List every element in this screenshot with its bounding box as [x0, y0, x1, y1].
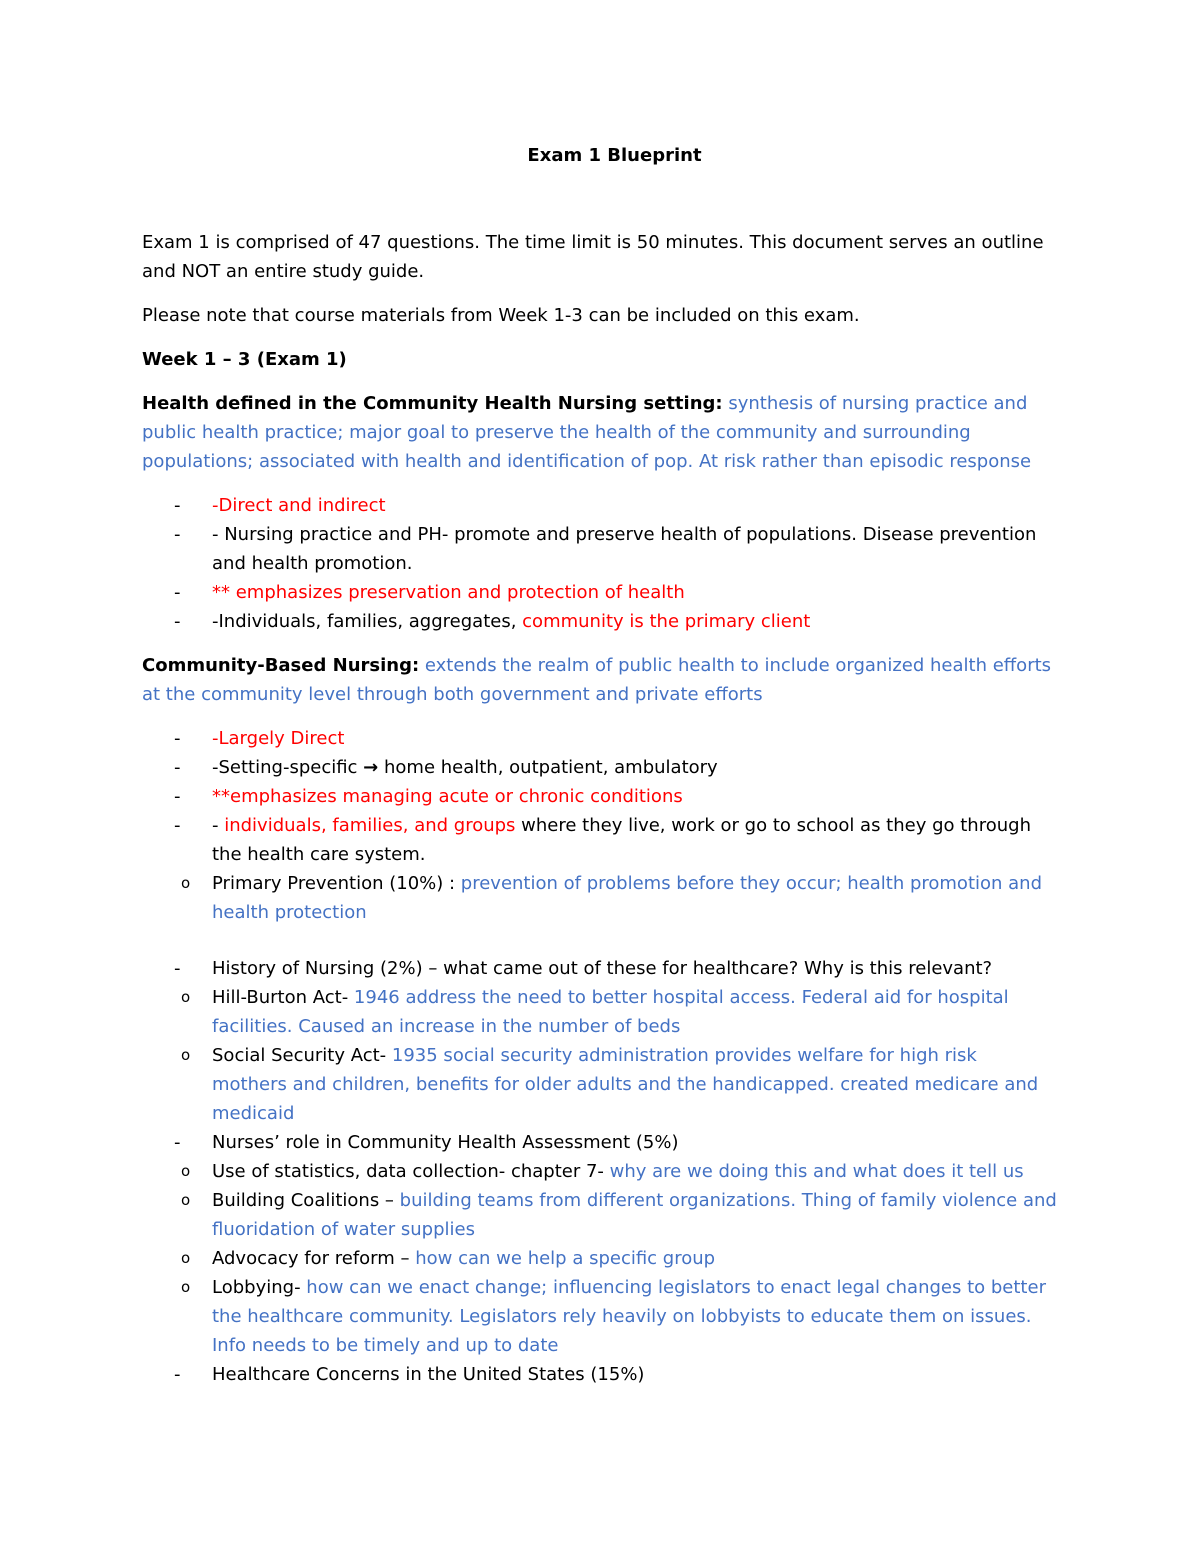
list-item-text: [212, 757, 718, 778]
dash-bullet-icon: -: [174, 728, 181, 749]
text-run: 1935 social security administration provides welfare for high risk mothers and children, benefits for older adults and the handicapped. created medicare and medicaid: [212, 1045, 1039, 1124]
cbn-bullet-list: [142, 724, 1057, 869]
text-run: Building Coalitions –: [212, 1190, 400, 1211]
list-item-text: [212, 1190, 1057, 1240]
cbn-bullet-item: [142, 811, 1057, 869]
topic-sub-list: [142, 1157, 1057, 1360]
list-item-text: [212, 1045, 1038, 1124]
cbn-text: extends the realm of public health to include organized health efforts at the community level through both government and private efforts: [142, 655, 1052, 705]
list-item-text: [212, 1277, 1046, 1356]
dash-bullet-icon: -: [174, 757, 181, 778]
topic-sub-list: [142, 983, 1057, 1128]
document-body: [142, 141, 1057, 1389]
circle-bullet-icon: o: [181, 1191, 191, 1209]
health-bullet-item: [142, 491, 1057, 520]
health-definition-text: synthesis of nursing practice and public health practice; major goal to preserve the health of the community and surrounding populations; associated with health and identification of pop. At risk rather than episodic response: [142, 393, 1032, 472]
list-item-text: [212, 1161, 1024, 1182]
text-run: community is the primary client: [522, 611, 811, 632]
list-item-text: [212, 1248, 715, 1269]
list-item-text: [212, 524, 1036, 574]
dash-bullet-icon: -: [174, 524, 181, 545]
text-run: building teams from different organizations. Thing of family violence and fluoridation of water supplies: [212, 1190, 1057, 1240]
text-run: why are we doing this and what does it tell us: [609, 1161, 1024, 1182]
health-bullet-list: [142, 491, 1057, 636]
dash-bullet-icon: -: [174, 611, 181, 632]
topic-label: Healthcare Concerns in the United States (15%): [212, 1364, 645, 1385]
text-run: Primary Prevention (10%) :: [212, 873, 461, 894]
text-run: →: [363, 757, 379, 778]
text-run: how can we enact change; influencing legislators to enact legal changes to better the healthcare community. Legislators rely heavily on lobbyists to educate them on issues. Info needs to be timely and up to date: [212, 1277, 1046, 1356]
text-run: home health, outpatient, ambulatory: [378, 757, 718, 778]
dash-bullet-icon: -: [174, 582, 181, 603]
circle-bullet-icon: o: [181, 988, 191, 1006]
topic-item: [142, 1128, 1057, 1157]
text-run: 1946 address the need to better hospital access. Federal aid for hospital facilities. Caused an increase in the number of beds: [212, 987, 1009, 1037]
dash-bullet-icon: -: [174, 815, 181, 836]
text-run: - Nursing practice and PH- promote and preserve health of populations. Disease prevention and health promotion.: [212, 524, 1037, 574]
circle-bullet-icon: o: [181, 1162, 191, 1180]
intro-paragraph-2: Please note that course materials from Week 1-3 can be included on this exam.: [142, 305, 860, 326]
text-run: -Individuals, families, aggregates,: [212, 611, 523, 632]
text-run: how can we help a specific group: [415, 1248, 716, 1269]
circle-bullet-icon: o: [181, 1046, 191, 1064]
week-heading: Week 1 – 3 (Exam 1): [142, 349, 347, 370]
text-run: Advocacy for reform –: [212, 1248, 416, 1269]
cbn-bullet-item: [142, 782, 1057, 811]
text-run: **emphasizes managing acute or chronic conditions: [212, 786, 683, 807]
topic-sub-item: [142, 1186, 1057, 1244]
list-item-text: [212, 786, 683, 807]
health-definition-paragraph: [142, 389, 1057, 476]
topic-label: Nurses’ role in Community Health Assessment (5%): [212, 1132, 679, 1153]
text-run: -Setting-specific: [212, 757, 364, 778]
circle-bullet-icon: o: [181, 1278, 191, 1296]
health-bullet-item: [142, 520, 1057, 578]
topic-item: [142, 954, 1057, 983]
text-run: -: [212, 815, 225, 836]
topic-sub-container: [142, 983, 1057, 1128]
topic-sub-item: [142, 983, 1057, 1041]
text-run: -Largely Direct: [212, 728, 345, 749]
text-run: where they live, work or go to school as they go through the health care system.: [212, 815, 1031, 865]
cbn-bullet-item: [142, 753, 1057, 782]
list-item-text: [212, 987, 1009, 1037]
cbn-sub-bullet-list: [142, 869, 1057, 927]
dash-bullet-icon: -: [174, 786, 181, 807]
dash-bullet-icon: -: [174, 495, 181, 516]
list-item-text: [212, 611, 810, 632]
community-based-nursing-paragraph: [142, 651, 1057, 709]
circle-bullet-icon: o: [181, 1249, 191, 1267]
cbn-bullet-item: [142, 724, 1057, 753]
text-run: Social Security Act-: [212, 1045, 392, 1066]
dash-bullet-icon: -: [174, 1364, 181, 1385]
text-run: Hill-Burton Act-: [212, 987, 354, 1008]
topic-sub-item: [142, 1273, 1057, 1360]
topic-sub-item: [142, 1244, 1057, 1273]
topic-sub-container: [142, 1157, 1057, 1360]
document-title: Exam 1 Blueprint: [527, 145, 702, 166]
topic-item: [142, 1360, 1057, 1389]
text-run: individuals, families, and groups: [224, 815, 516, 836]
list-item-text: [212, 582, 685, 603]
cbn-sub-bullet-item: [142, 869, 1057, 927]
text-run: Lobbying-: [212, 1277, 307, 1298]
text-run: prevention of problems before they occur; health promotion and health protection: [212, 873, 1043, 923]
health-definition-label: Health defined in the Community Health Nursing setting:: [142, 393, 723, 414]
text-run: Use of statistics, data collection- chapter 7-: [212, 1161, 610, 1182]
list-item-text: [212, 873, 1042, 923]
dash-bullet-icon: -: [174, 958, 181, 979]
cbn-label: Community-Based Nursing:: [142, 655, 420, 676]
text-run: -Direct and indirect: [212, 495, 386, 516]
intro-paragraph-1: Exam 1 is comprised of 47 questions. The time limit is 50 minutes. This document serves an outline and NOT an entire study guide.: [142, 232, 1044, 282]
health-bullet-item: [142, 607, 1057, 636]
topic-label: History of Nursing (2%) – what came out of these for healthcare? Why is this relevant?: [212, 958, 993, 979]
text-run: ** emphasizes preservation and protection of health: [212, 582, 685, 603]
list-item-text: [212, 815, 1031, 865]
topic-sub-item: [142, 1041, 1057, 1128]
circle-bullet-icon: o: [181, 874, 191, 892]
health-bullet-item: [142, 578, 1057, 607]
topic-list: [142, 954, 1057, 1389]
list-item-text: [212, 495, 386, 516]
dash-bullet-icon: -: [174, 1132, 181, 1153]
topic-sub-item: [142, 1157, 1057, 1186]
list-item-text: [212, 728, 344, 749]
